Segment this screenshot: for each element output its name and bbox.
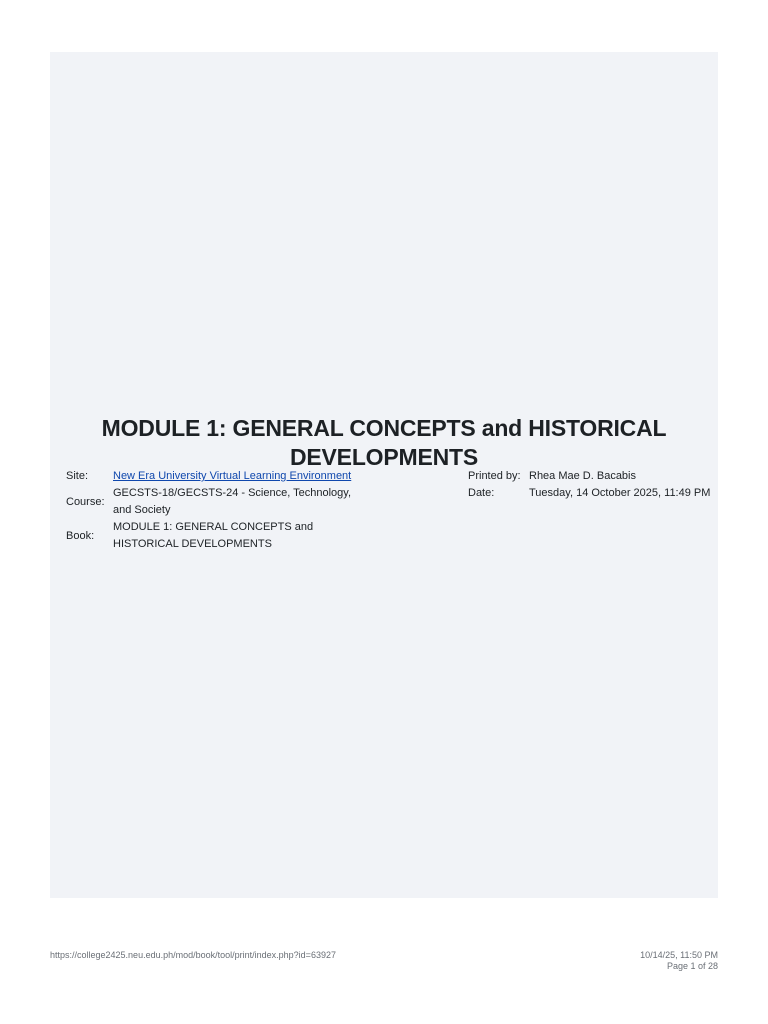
print-meta-left	[66, 468, 366, 553]
print-page-card	[50, 52, 718, 898]
book-label: Book:	[66, 529, 95, 542]
footer-datetime: 10/14/25, 11:50 PM	[640, 950, 718, 960]
footer-page-number: Page 1 of 28	[666, 961, 718, 971]
meta-row-book	[66, 519, 366, 553]
book-value: MODULE 1: GENERAL CONCEPTS and HISTORICAL DEVELOPMENTS	[113, 521, 314, 550]
site-label: Site:	[66, 470, 89, 482]
site-value	[113, 468, 366, 485]
footer-right	[640, 950, 718, 972]
date-label: Date:	[468, 487, 495, 499]
meta-row-site	[66, 468, 366, 485]
meta-row-course	[66, 485, 366, 519]
printed-by-label: Printed by:	[468, 470, 521, 482]
meta-row-printed-by	[468, 468, 713, 485]
course-label: Course:	[66, 495, 105, 508]
course-value: GECSTS-18/GECSTS-24 - Science, Technology, and Society	[113, 487, 352, 516]
printed-by-value: Rhea Mae D. Bacabis	[529, 470, 636, 482]
site-link[interactable]: New Era University Virtual Learning Environment	[113, 470, 352, 482]
page-title-line-2: DEVELOPMENTS	[289, 444, 478, 470]
page-title-line-1: MODULE 1: GENERAL CONCEPTS and HISTORICAL	[101, 415, 667, 441]
footer-url: https://college2425.neu.edu.ph/mod/book/tool/print/index.php?id=63927	[50, 950, 336, 960]
page-title	[50, 414, 718, 472]
meta-row-date	[468, 485, 713, 502]
date-value: Tuesday, 14 October 2025, 11:49 PM	[529, 487, 711, 499]
print-meta-right	[468, 468, 713, 502]
